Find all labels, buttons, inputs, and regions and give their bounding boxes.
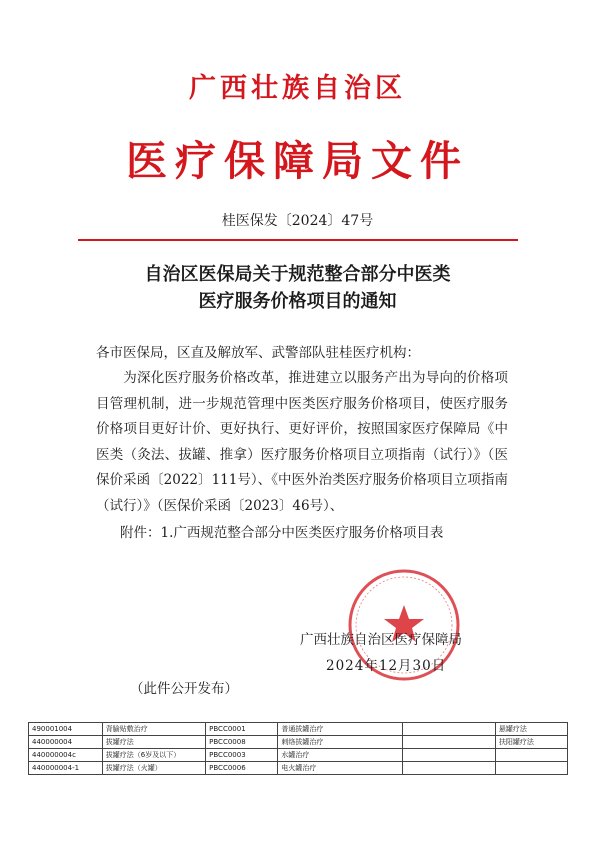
table-cell: PBCC0008	[206, 736, 278, 749]
table-cell	[495, 762, 567, 775]
table-cell: 悬罐疗法	[495, 723, 567, 736]
table-cell: 440000004c	[29, 749, 103, 762]
table-row	[29, 749, 568, 762]
table-cell	[403, 749, 496, 762]
table-cell: 拔罐疗法（6岁及以下）	[102, 749, 205, 762]
table-cell: PBCC0001	[206, 723, 278, 736]
table-cell: 440000004	[29, 736, 103, 749]
table-cell: 扶阳罐疗法	[495, 736, 567, 749]
table-row	[29, 723, 568, 736]
table-row	[29, 736, 568, 749]
notice-title	[60, 261, 535, 315]
table-cell	[403, 736, 496, 749]
red-divider	[78, 239, 518, 241]
attachment-table	[28, 722, 568, 775]
table-cell: PBCC0006	[206, 762, 278, 775]
body-text: 为深化医疗服务价格改革，推进建立以服务产出为导向的价格项目管理机制，进一步规范管理中医类医疗服务价格项目，使医疗服务价格项目更好计价、更好执行、更好评价，按照国家医疗保障局《中医类（灸法、拔罐、推拿）医疗服务价格项目立项指南（试行）》（医保价采函〔2022〕111号）、《中医外治类医疗服务价格项目立项指南（试行）》（医保价采函〔2023〕46号）、	[96, 370, 508, 514]
document-title: 医疗保障局文件	[126, 137, 469, 185]
addressee: 各市医保局，区直及解放军、武警部队驻桂医疗机构：	[96, 345, 420, 361]
table-cell: 490001004	[29, 723, 103, 736]
document-number: 桂医保发〔2024〕47号	[221, 213, 374, 229]
attachment-line: 附件：1.广西规范整合部分中医类医疗服务价格项目表	[120, 525, 444, 541]
table-cell	[495, 749, 567, 762]
table-cell: PBCC0003	[206, 749, 278, 762]
table-cell: 电火罐治疗	[278, 762, 403, 775]
table-cell: 普通拔罐治疗	[278, 723, 403, 736]
table-row	[29, 762, 568, 775]
attachment-table-preview	[28, 722, 568, 775]
table-cell	[403, 723, 496, 736]
table-cell: 440000004-1	[29, 762, 103, 775]
signing-date: 2024年12月30日	[326, 658, 447, 674]
notice-title-line2: 医疗服务价格项目的通知	[198, 291, 397, 312]
table-cell: 拔罐疗法（火罐）	[102, 762, 205, 775]
public-release-note: （此件公开发布）	[130, 681, 238, 697]
table-cell: 刺络拔罐治疗	[278, 736, 403, 749]
table-cell	[403, 762, 496, 775]
table-cell: 背腧贴敷治疗	[102, 723, 205, 736]
signing-authority: 广西壮族自治区医疗保障局	[300, 632, 462, 648]
table-cell: 水罐治疗	[278, 749, 403, 762]
notice-title-line1: 自治区医保局关于规范整合部分中医类	[144, 264, 451, 285]
table-cell: 拔罐疗法	[102, 736, 205, 749]
body-paragraph	[96, 366, 508, 519]
issuing-authority: 广西壮族自治区	[189, 73, 406, 104]
